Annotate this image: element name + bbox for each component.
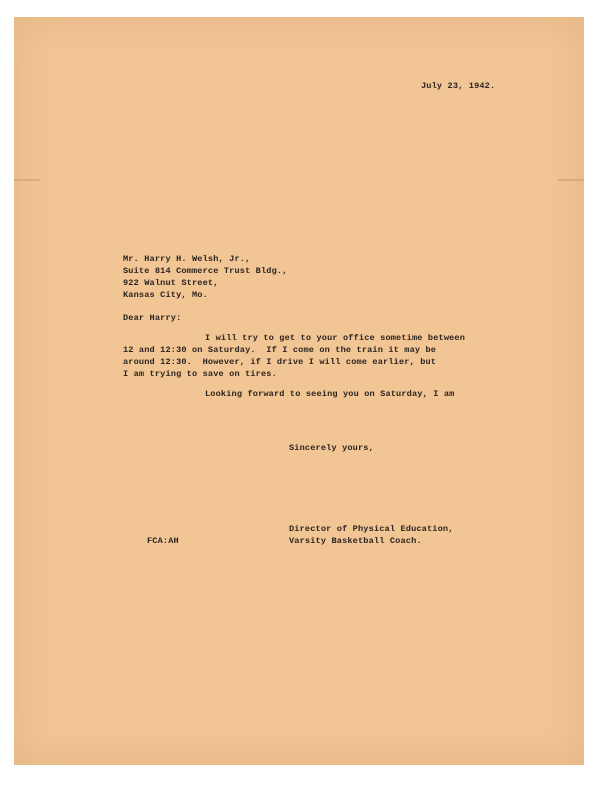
address-line-3: 922 Walnut Street, [123, 278, 219, 288]
edge-mark-right [558, 179, 584, 181]
body-line-1: I will try to get to your office sometime between [205, 333, 466, 343]
letter-sheet [14, 17, 584, 765]
reference-initials: FCA:AH [147, 536, 179, 546]
salutation: Dear Harry: [123, 313, 182, 323]
signature-title-2: Varsity Basketball Coach. [289, 536, 422, 546]
address-line-1: Mr. Harry H. Welsh, Jr., [123, 254, 251, 264]
complimentary-close: Sincerely yours, [289, 443, 374, 453]
body-line-2: 12 and 12:30 on Saturday. If I come on the train it may be [123, 345, 437, 355]
body-line-4: I am trying to save on tires. [123, 369, 277, 379]
signature-title-1: Director of Physical Education, [289, 524, 454, 534]
letter-date: July 23, 1942. [421, 81, 496, 91]
edge-mark-left [14, 179, 40, 181]
body-line-3: around 12:30. However, if I drive I will come earlier, but [123, 357, 437, 367]
address-line-4: Kansas City, Mo. [123, 290, 208, 300]
address-line-2: Suite 814 Commerce Trust Bldg., [123, 266, 288, 276]
closing-line: Looking forward to seeing you on Saturday, I am [205, 389, 455, 399]
